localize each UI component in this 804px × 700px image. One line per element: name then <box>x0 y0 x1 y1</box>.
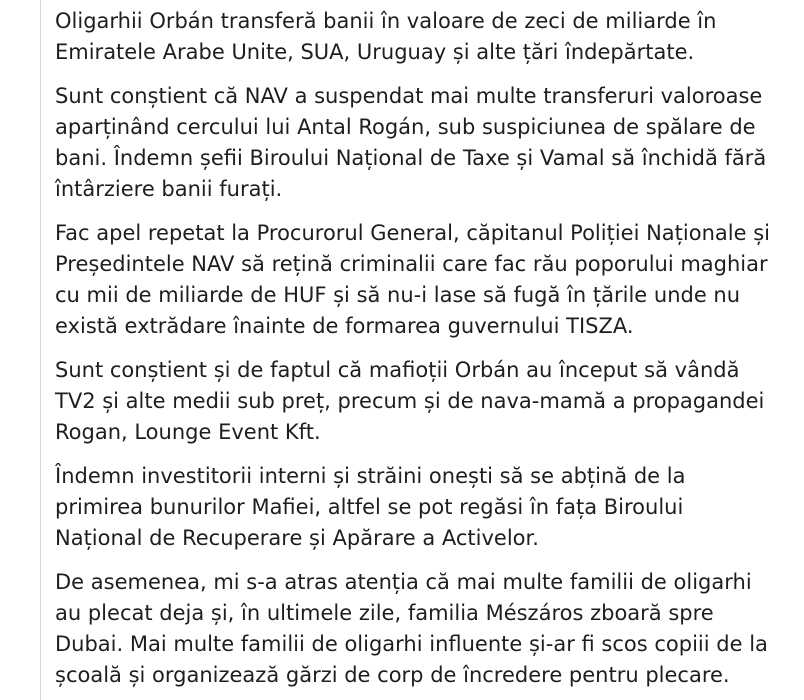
text-line: Național de Recuperare și Apărare a Activelor. <box>55 526 539 550</box>
paragraph-3 <box>55 218 795 342</box>
text-line: De asemenea, mi s-a atras atenția că mai multe familii de oligarhi <box>55 570 752 594</box>
text-line: există extrădare înainte de formarea guvernului TISZA. <box>55 314 634 338</box>
text-line: primirea bunurilor Mafiei, altfel se pot regăsi în fața Biroului <box>55 495 684 519</box>
text-line: Sunt conștient și de faptul că mafioții Orbán au început să vândă <box>55 358 740 382</box>
text-line: Președintele NAV să rețină criminalii care fac rău poporului maghiar <box>55 252 768 276</box>
post-card <box>40 0 804 700</box>
text-line: Sunt conștient că NAV a suspendat mai multe transferuri valoroase <box>55 84 763 108</box>
text-line: cu mii de miliarde de HUF și să nu-i lase să fugă în țările unde nu <box>55 283 741 307</box>
text-line: Dubai. Mai multe familii de oligarhi influente și-ar fi scos copiii de la <box>55 632 768 656</box>
text-line: întârziere banii furați. <box>55 177 283 201</box>
post-text <box>55 6 795 700</box>
text-line: Rogan, Lounge Event Kft. <box>55 420 321 444</box>
paragraph-1 <box>55 6 795 68</box>
text-line: aparținând cercului lui Antal Rogán, sub suspiciunea de spălare de <box>55 115 756 139</box>
text-line: Fac apel repetat la Procurorul General, căpitanul Poliției Naționale și <box>55 221 770 245</box>
text-line: Îndemn investitorii interni și străini onești să se abțină de la <box>55 464 686 488</box>
text-line: Emiratele Arabe Unite, SUA, Uruguay și alte țări îndepărtate. <box>55 40 695 64</box>
text-line: școală și organizează gărzi de corp de încredere pentru plecare. <box>55 663 730 687</box>
paragraph-5 <box>55 461 795 554</box>
paragraph-6 <box>55 567 795 691</box>
text-line: Oligarhii Orbán transferă banii în valoare de zeci de miliarde în <box>55 9 717 33</box>
text-line: au plecat deja și, în ultimele zile, familia Mészáros zboară spre <box>55 601 714 625</box>
text-line: TV2 și alte medii sub preț, precum și de nava-mamă a propagandei <box>55 389 765 413</box>
paragraph-4 <box>55 355 795 448</box>
paragraph-2 <box>55 81 795 205</box>
text-line: bani. Îndemn șefii Biroului Național de Taxe și Vamal să închidă fără <box>55 146 767 170</box>
